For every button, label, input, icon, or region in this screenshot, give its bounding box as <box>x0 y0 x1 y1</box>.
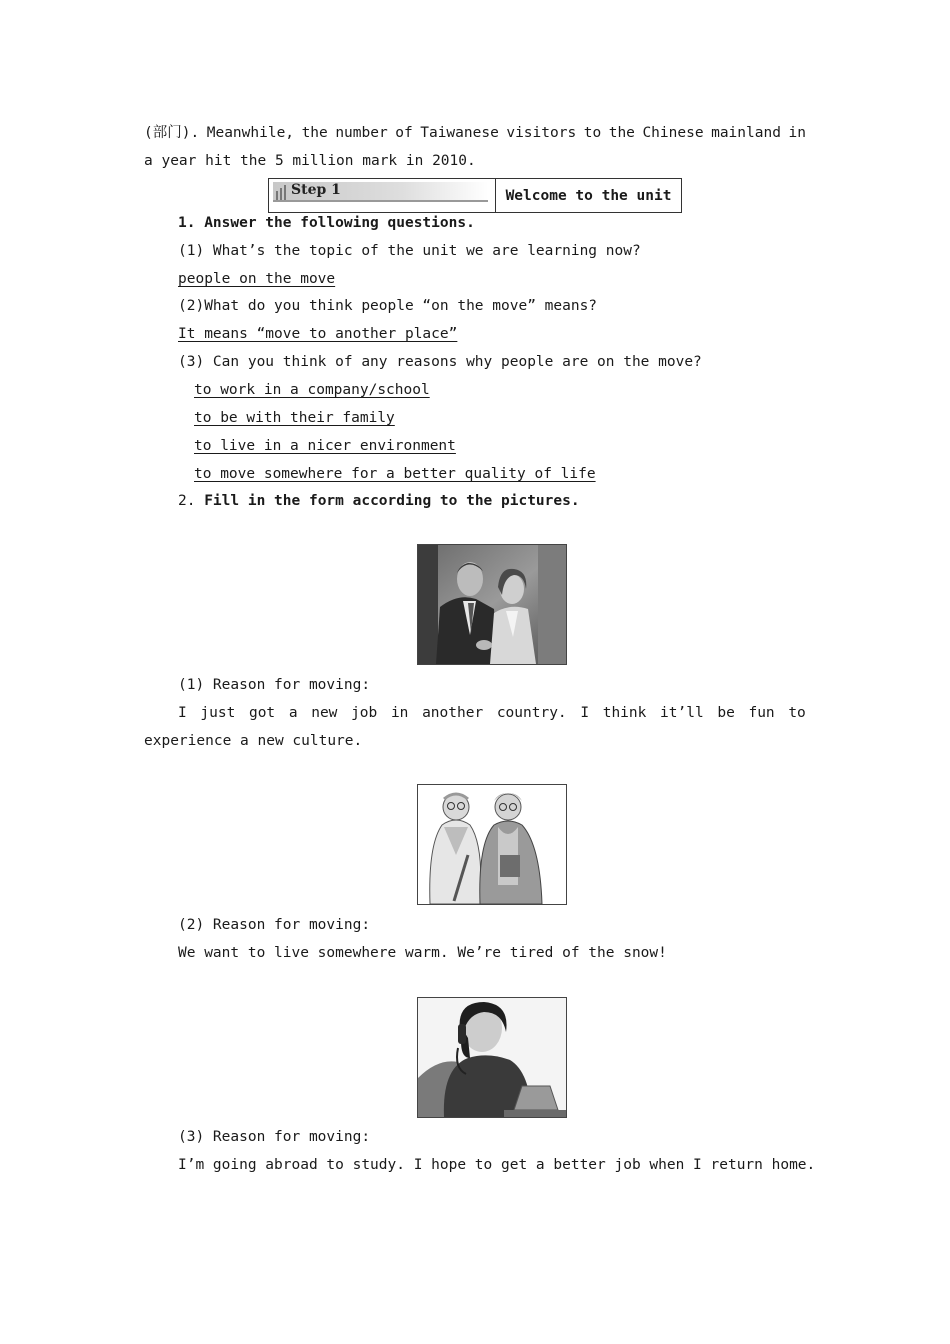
word: new <box>311 705 338 721</box>
word: be <box>717 705 735 721</box>
word: to <box>583 125 602 141</box>
word: another <box>422 705 484 721</box>
answer-2: It means “move to another place” <box>178 326 458 342</box>
word: the <box>301 125 328 141</box>
word: the <box>608 125 635 141</box>
word: I <box>580 705 590 721</box>
step-header-box <box>268 178 682 213</box>
word: think <box>602 705 647 721</box>
word: (部门). <box>144 125 200 141</box>
intro-line-1 <box>144 123 806 143</box>
word: fun <box>748 705 775 721</box>
answer-1: people on the move <box>178 271 336 287</box>
word: in <box>788 125 806 141</box>
woman-on-phone-image <box>418 998 566 1117</box>
word: job <box>351 705 378 721</box>
woman-on-phone-photo <box>417 997 567 1118</box>
section-2-heading <box>178 491 580 511</box>
answer-3-item: to live in a nicer environment <box>194 438 456 454</box>
reason-3-label: (3) Reason for moving: <box>178 1129 371 1145</box>
bars-icon <box>275 182 289 200</box>
word: to <box>788 705 806 721</box>
intro-line-2: a year hit the 5 million mark in 2010. <box>144 153 476 169</box>
word: Chinese <box>642 125 704 141</box>
word: visitors <box>506 125 577 141</box>
word: I <box>178 705 187 721</box>
word: mainland <box>711 125 781 141</box>
word: a <box>288 705 298 721</box>
reason-3-text: I’m going abroad to study. I hope to get a better job when I return home. <box>178 1157 816 1173</box>
section-2-title: Fill in the form according to the pictures. <box>204 493 580 509</box>
word: of <box>395 125 413 141</box>
business-couple-image <box>418 545 566 664</box>
reason-1-text-line-1 <box>178 703 806 723</box>
reason-2-label: (2) Reason for moving: <box>178 917 371 933</box>
elderly-couple-illustration <box>417 784 567 905</box>
word: it’ll <box>660 705 704 721</box>
section-2-number: 2. <box>178 493 196 509</box>
word: Taiwanese <box>420 125 499 141</box>
question-2: (2)What do you think people “on the move” means? <box>178 298 598 314</box>
word: Meanwhile, <box>206 125 295 141</box>
reason-2-text: We want to live somewhere warm. We’re tired of the snow! <box>178 945 667 961</box>
word: number <box>335 125 388 141</box>
word: in <box>390 705 409 721</box>
section-1-heading: 1. Answer the following questions. <box>178 215 475 231</box>
step-label: Step 1 <box>291 182 341 198</box>
word: country. <box>496 705 567 721</box>
answer-3-item: to move somewhere for a better quality of life <box>194 466 596 482</box>
step-title: Welcome to the unit <box>505 187 672 204</box>
reason-1-label: (1) Reason for moving: <box>178 677 371 693</box>
elderly-couple-image <box>418 785 566 904</box>
business-couple-photo <box>417 544 567 665</box>
step-label-cell <box>269 179 496 212</box>
answer-3-item: to work in a company/school <box>194 382 430 398</box>
answer-3-item: to be with their family <box>194 410 395 426</box>
reason-1-text-line-2: experience a new culture. <box>144 733 363 749</box>
word: just <box>200 705 236 721</box>
word: got <box>248 705 276 721</box>
question-1: (1) What’s the topic of the unit we are learning now? <box>178 243 641 259</box>
question-3: (3) Can you think of any reasons why people are on the move? <box>178 354 702 370</box>
